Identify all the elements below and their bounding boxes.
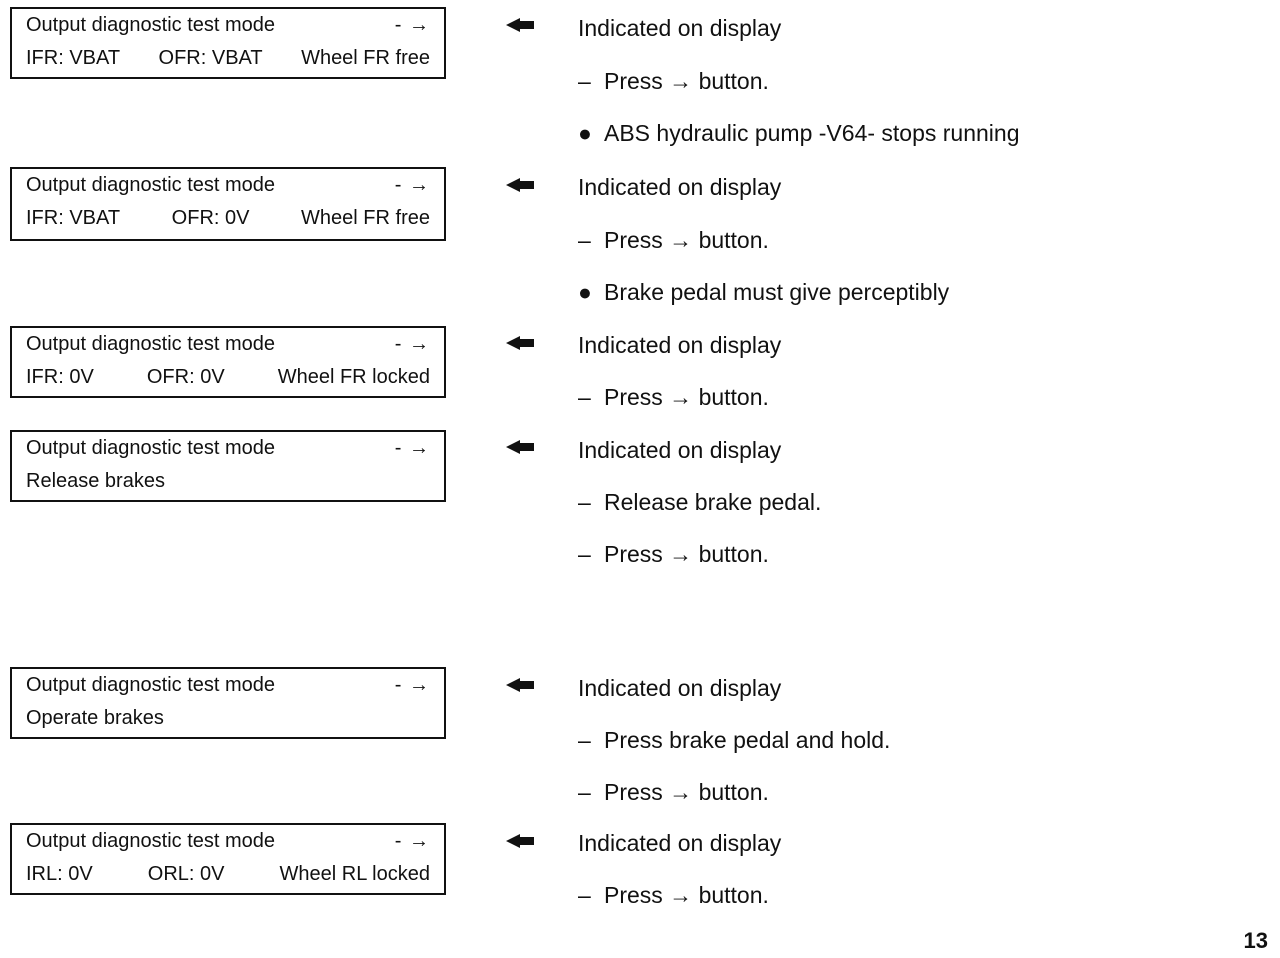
display-value-orl: ORL: 0V: [147, 863, 225, 885]
step-instruction: [578, 777, 769, 807]
display-title: Output diagnostic test mode: [26, 333, 276, 355]
step-text: Indicated on display: [578, 675, 782, 701]
dash-icon: –: [578, 68, 591, 94]
step-text: Press → button.: [604, 779, 769, 805]
step-heading: [578, 673, 781, 703]
pointer-arrow-icon: [506, 178, 534, 192]
step-instruction: [578, 725, 890, 755]
dash-icon: –: [578, 489, 591, 515]
step-text: Indicated on display: [578, 437, 782, 463]
step-heading: [578, 172, 781, 202]
step-text: Press → button.: [604, 882, 769, 908]
display-value-ofr: OFR: 0V: [146, 366, 225, 388]
display-value-ofr: OFR: VBAT: [158, 47, 263, 69]
step-text: Indicated on display: [578, 332, 782, 358]
bullet-icon: ●: [578, 120, 592, 146]
dash-icon: –: [578, 882, 591, 908]
step-instruction: [578, 880, 769, 910]
display-value-ofr: OFR: 0V: [171, 207, 250, 229]
display-box-1: [10, 7, 446, 79]
dash-icon: –: [578, 384, 591, 410]
display-nav: - →: [394, 174, 430, 196]
display-box-2: [10, 167, 446, 241]
page-number: 13: [1243, 928, 1268, 953]
display-title: Output diagnostic test mode: [26, 437, 276, 459]
display-message: Operate brakes: [26, 707, 164, 729]
dash-icon: –: [578, 727, 591, 753]
display-value-ifr: IFR: VBAT: [26, 207, 121, 229]
pointer-arrow-icon: [506, 834, 534, 848]
step-heading: [578, 330, 781, 360]
pointer-arrow-icon: [506, 440, 534, 454]
bullet-icon: ●: [578, 279, 592, 305]
dash-icon: –: [578, 779, 591, 805]
display-value-ifr: IFR: VBAT: [26, 47, 121, 69]
step-heading: [578, 828, 781, 858]
step-text: Press → button.: [604, 227, 769, 253]
step-text: Release brake pedal.: [604, 489, 822, 515]
step-instruction: [578, 539, 769, 569]
dash-icon: –: [578, 541, 591, 567]
pointer-arrow-icon: [506, 336, 534, 350]
step-result: [578, 277, 949, 307]
step-instruction: [578, 225, 769, 255]
step-instruction: [578, 66, 769, 96]
display-nav: - →: [394, 674, 430, 696]
display-nav: - →: [394, 333, 430, 355]
display-value-irl: IRL: 0V: [26, 863, 93, 885]
step-result: [578, 118, 1020, 148]
step-text: ABS hydraulic pump -V64- stops running: [604, 120, 1020, 146]
display-value-wheel: Wheel FR locked: [277, 366, 430, 388]
display-value-wheel: Wheel RL locked: [279, 863, 430, 885]
step-text: Brake pedal must give perceptibly: [604, 279, 950, 305]
step-text: Press → button.: [604, 384, 769, 410]
step-instruction: [578, 487, 821, 517]
display-title: Output diagnostic test mode: [26, 174, 276, 196]
step-text: Press → button.: [604, 68, 769, 94]
step-heading: [578, 435, 781, 465]
display-value-wheel: Wheel FR free: [301, 207, 430, 229]
step-heading: [578, 13, 781, 43]
display-nav: - →: [394, 437, 430, 459]
step-text: Indicated on display: [578, 174, 782, 200]
display-nav: - →: [394, 830, 430, 852]
display-box-4: [10, 430, 446, 502]
display-nav: - →: [394, 14, 430, 36]
display-box-3: [10, 326, 446, 398]
display-box-6: [10, 823, 446, 895]
display-value-ifr: IFR: 0V: [26, 366, 94, 388]
display-value-wheel: Wheel FR free: [301, 47, 430, 69]
step-text: Press brake pedal and hold.: [604, 727, 891, 753]
step-text: Indicated on display: [578, 15, 782, 41]
pointer-arrow-icon: [506, 18, 534, 32]
dash-icon: –: [578, 227, 591, 253]
display-title: Output diagnostic test mode: [26, 830, 276, 852]
pointer-arrow-icon: [506, 678, 534, 692]
display-title: Output diagnostic test mode: [26, 674, 276, 696]
step-text: Indicated on display: [578, 830, 782, 856]
step-instruction: [578, 382, 769, 412]
display-title: Output diagnostic test mode: [26, 14, 276, 36]
display-box-5: [10, 667, 446, 739]
step-text: Press → button.: [604, 541, 769, 567]
display-message: Release brakes: [26, 470, 165, 492]
